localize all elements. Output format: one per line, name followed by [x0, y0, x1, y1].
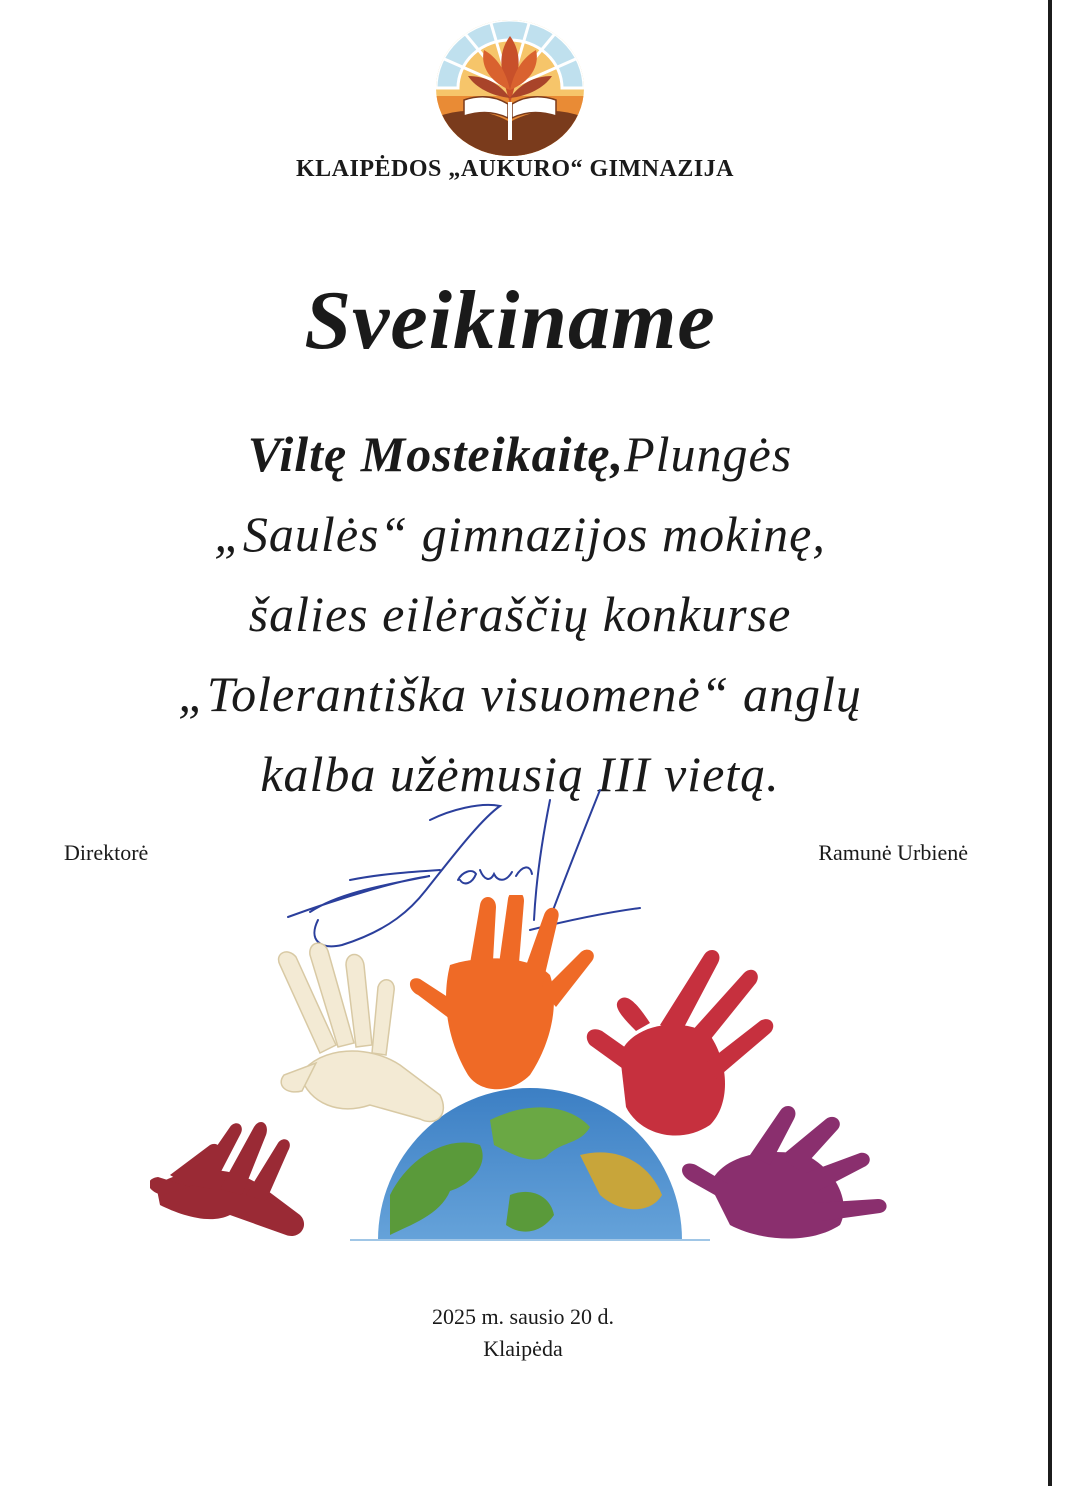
certificate-body	[30, 414, 1010, 814]
issue-info	[0, 1301, 1046, 1365]
body-line-3: šalies eilėraščių konkurse	[248, 586, 792, 642]
director-title: Direktorė	[64, 840, 149, 865]
page-right-edge	[1048, 0, 1052, 1486]
issue-place: Klaipėda	[483, 1336, 563, 1361]
body-line-2: „Saulės“ gimnazijos mokinę,	[214, 506, 826, 562]
hand-cream	[279, 943, 444, 1121]
director-name: Ramunė Urbienė	[818, 840, 968, 865]
issue-date: 2025 m. sausio 20 d.	[431, 1304, 615, 1329]
recipient-school-part: Plungės	[624, 426, 793, 482]
body-line-4: „Tolerantiška visuomenė“ anglų	[178, 666, 862, 722]
body-line-1	[30, 414, 1010, 494]
hand-maroon	[150, 1122, 304, 1236]
hands-globe-illustration	[150, 895, 900, 1285]
recipient-name: Viltę Mosteikaitę,	[247, 426, 625, 482]
body-line-5: kalba užėmusią III vietą.	[260, 746, 780, 802]
school-logo	[434, 18, 586, 158]
certificate-headline: Sveikiname	[304, 274, 716, 367]
school-name: KLAIPĖDOS „AUKURO“ GIMNAZIJA	[295, 156, 735, 182]
hand-orange	[410, 895, 594, 1089]
hand-purple	[682, 1106, 887, 1239]
hand-red	[587, 950, 773, 1136]
